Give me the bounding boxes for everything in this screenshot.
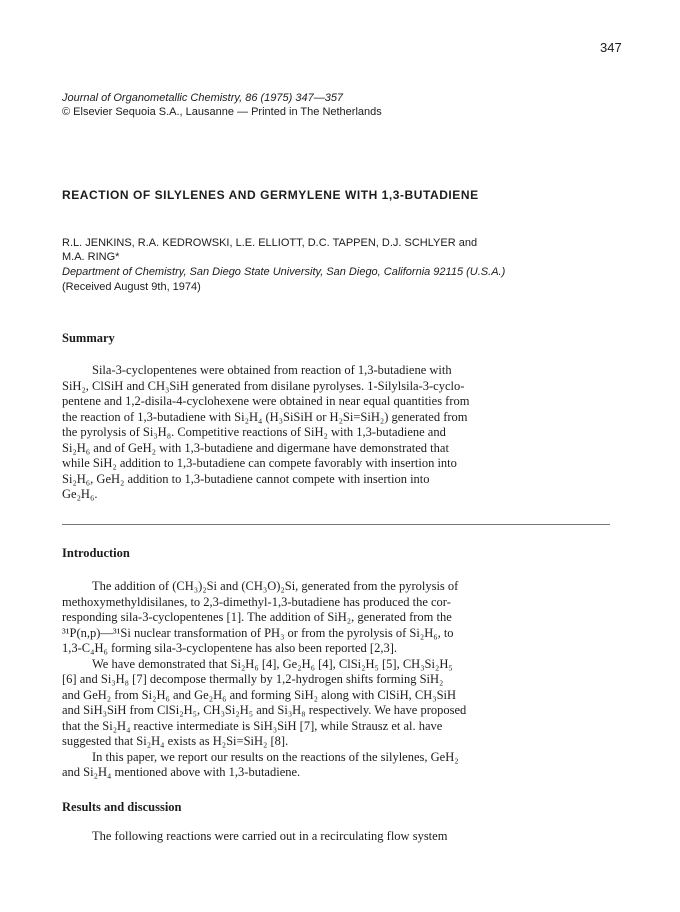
- intro-line: The addition of (CH₃)₂Si and (CH₃O)₂Si, generated from the pyrolysis of: [92, 579, 459, 593]
- received-date: (Received August 9th, 1974): [62, 281, 201, 293]
- results-heading: Results and discussion: [62, 800, 182, 814]
- summary-line: Sila-3-cyclopentenes were obtained from reaction of 1,3-butadiene with: [92, 363, 452, 377]
- summary-line: while SiH₂ addition to 1,3-butadiene can compete favorably with insertion into: [62, 456, 457, 470]
- summary-line: Si₂H₆, GeH₂ addition to 1,3-butadiene cannot compete with insertion into: [62, 471, 430, 486]
- introduction-heading: Introduction: [62, 546, 130, 560]
- intro-line: and SiH₃SiH from ClSi₂H₅, CH₃Si₂H₅ and Si₃H₈ respectively. We have proposed: [62, 703, 467, 717]
- intro-line: and GeH₂ from Si₂H₆ and Ge₂H₆ and forming SiH₂ along with ClSiH, CH₃SiH: [62, 687, 457, 702]
- summary-line: pentene and 1,2-disila-4-cyclohexene were obtained in near equal quantities from: [62, 394, 470, 408]
- summary-heading: Summary: [62, 331, 115, 345]
- summary-line: Ge₂H₆.: [62, 487, 98, 501]
- summary-line: Si₂H₆ and of GeH₂ with 1,3-butadiene and digermane have demonstrated that: [62, 440, 449, 455]
- intro-line: responding sila-3-cyclopentenes [1]. The addition of SiH₂, generated from the: [62, 610, 452, 624]
- author-line-2: M.A. RING*: [62, 251, 120, 263]
- summary-line: the reaction of 1,3-butadiene with Si₂H₄ (H₃SiSiH or H₂Si=SiH₂) generated from: [62, 409, 468, 424]
- summary-paragraph: [62, 363, 610, 503]
- results-paragraph: [62, 829, 610, 845]
- intro-line: ³¹P(n,p)—³¹Si nuclear transformation of PH₃ or from the pyrolysis of Si₂H₆, to: [62, 625, 454, 640]
- intro-line: methoxymethyldisilanes, to 2,3-dimethyl-1,3-butadiene has produced the cor-: [62, 594, 451, 609]
- introduction-paragraph: [62, 579, 610, 781]
- intro-line: We have demonstrated that Si₂H₆ [4], Ge₂H₆ [4], ClSi₂H₅ [5], CH₃Si₂H₅: [92, 656, 453, 671]
- intro-line: In this paper, we report our results on the reactions of the silylenes, GeH₂: [92, 749, 459, 764]
- page-number: 347: [600, 40, 622, 55]
- intro-line: suggested that Si₂H₄ exists as H₂Si=SiH₂ [8].: [62, 734, 289, 748]
- intro-line: and Si₂H₄ mentioned above with 1,3-butadiene.: [62, 765, 301, 779]
- intro-line: that the Si₂H₄ reactive intermediate is SiH₃SiH [7], while Strausz et al. have: [62, 718, 443, 733]
- summary-line: the pyrolysis of Si₃H₈. Competitive reactions of SiH₂ with 1,3-butadiene and: [62, 425, 446, 439]
- results-line: The following reactions were carried out in a recirculating flow system: [92, 829, 448, 843]
- author-line-1: R.L. JENKINS, R.A. KEDROWSKI, L.E. ELLIOTT, D.C. TAPPEN, D.J. SCHLYER and: [62, 237, 478, 249]
- author-list: [62, 236, 632, 264]
- publisher-line: © Elsevier Sequoia S.A., Lausanne — Printed in The Netherlands: [62, 106, 382, 118]
- intro-line: [6] and Si₃H₈ [7] decompose thermally by 1,2-hydrogen shifts forming SiH₂: [62, 672, 444, 686]
- intro-line: 1,3-C₄H₆ forming sila-3-cyclopentene has also been reported [2,3].: [62, 641, 397, 655]
- journal-citation: Journal of Organometallic Chemistry, 86 (1975) 347—357: [62, 92, 344, 104]
- affiliation: Department of Chemistry, San Diego State University, San Diego, California 92115 (U.S.A.): [62, 266, 506, 278]
- journal-header: [62, 91, 382, 119]
- summary-line: SiH₂, ClSiH and CH₃SiH generated from disilane pyrolyses. 1-Silylsila-3-cyclo-: [62, 378, 465, 393]
- section-divider: [62, 524, 610, 525]
- article-title: REACTION OF SILYLENES AND GERMYLENE WITH 1,3-BUTADIENE: [62, 188, 479, 202]
